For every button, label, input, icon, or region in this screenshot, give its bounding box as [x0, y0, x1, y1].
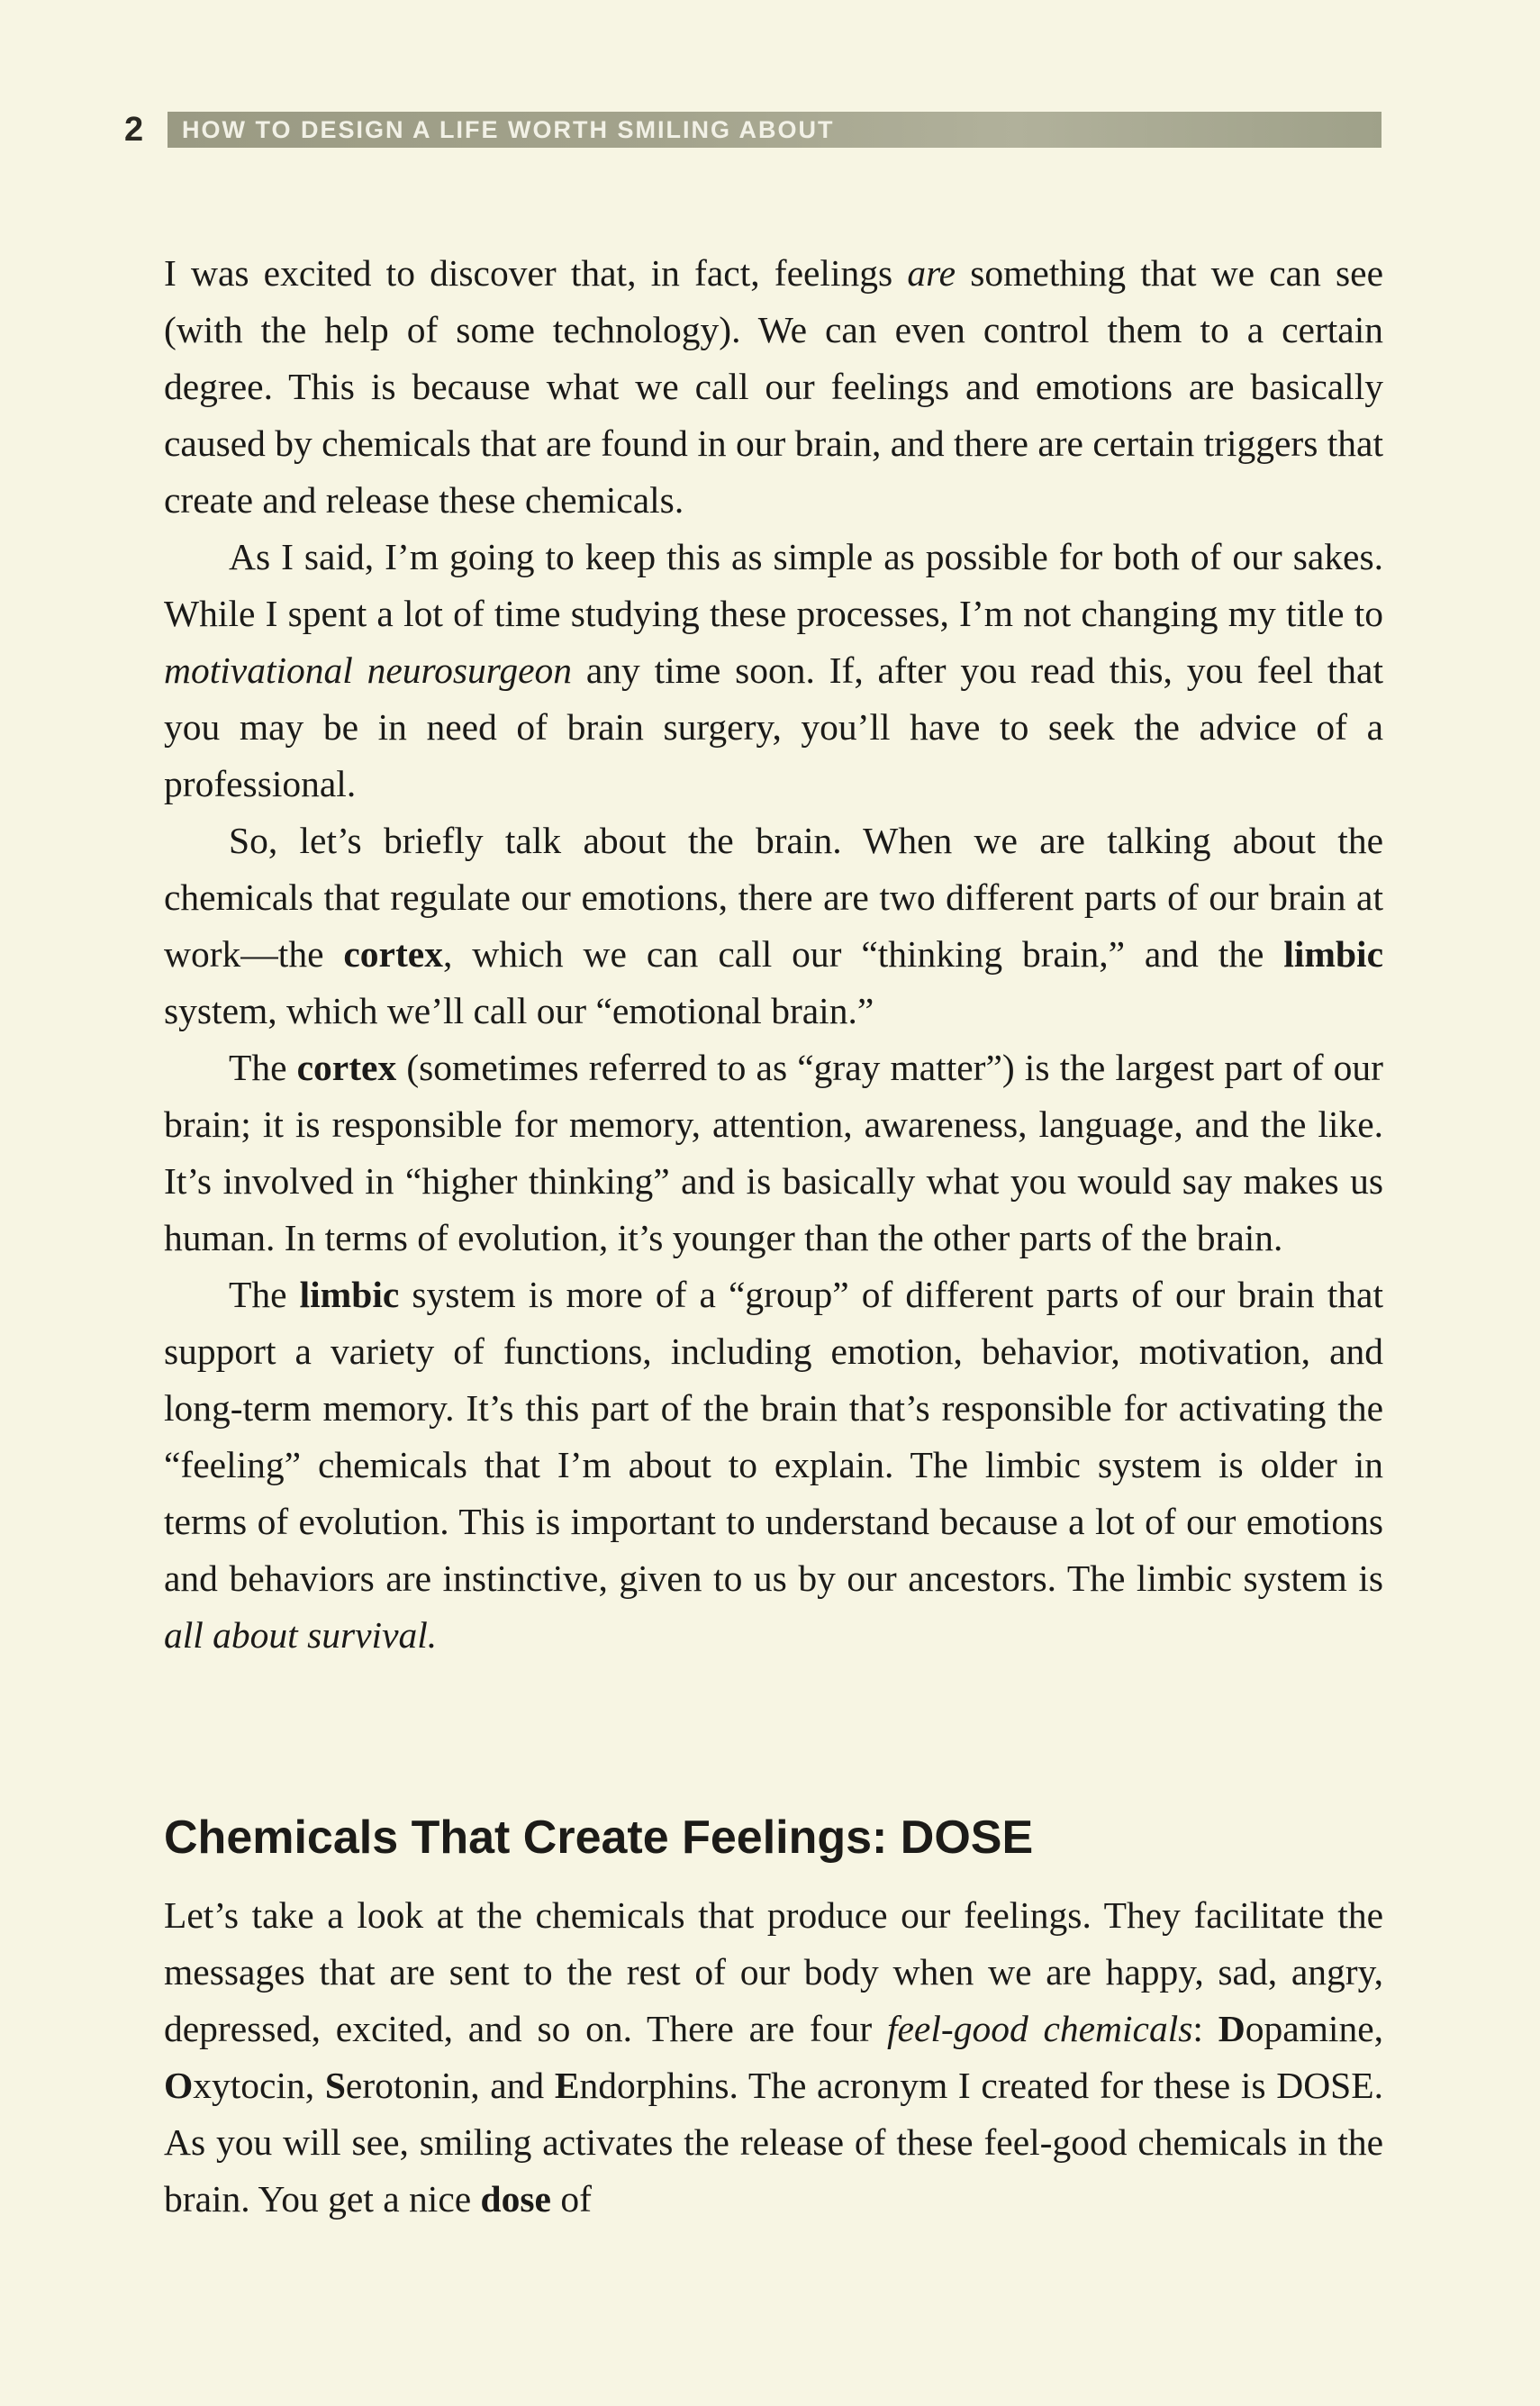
- paragraph-5: [164, 1267, 1383, 1664]
- p2-text-a: As I said, I’m going to keep this as simple as possible for both of our sakes. While I spent a lot of time studying these processes, I’m not changing my title to: [164, 536, 1383, 634]
- p6-bold-o: O: [164, 2065, 194, 2106]
- page-number: 2: [124, 111, 144, 149]
- p6-text-g: xytocin,: [193, 2065, 325, 2106]
- p6-bold-dose: dose: [480, 2178, 551, 2220]
- running-head-bar: [168, 112, 1381, 148]
- p6-text-i: erotonin, and: [345, 2065, 555, 2106]
- p4-text-c: (sometimes referred to as “gray matter”) is the largest part of our brain; it is responsible for memory, attention, awareness, language, and the like. It’s involved in “higher thinking” and is basically what you would say makes us human. In terms of evolution, it’s younger than the other parts of the brain.: [164, 1047, 1383, 1258]
- p6-text-a: Let’s take a look at the chemicals that produce our feelings. They facilitate the messages that are sent to the rest of our body when we are happy, sad, angry, depressed, excited, and so on. There are four: [164, 1894, 1383, 2049]
- p4-text-a: The: [229, 1047, 297, 1088]
- p2-italic-title: motivational neurosurgeon: [164, 649, 573, 691]
- paragraph-4: [164, 1040, 1383, 1267]
- p6-text-k: ndorphins. The acronym I created for these is DOSE. As you will see, smiling activates the release of these feel-good chemicals in the brain. You get a nice: [164, 2065, 1383, 2220]
- p6-text-m: of: [550, 2178, 592, 2220]
- p5-text-a: The: [229, 1274, 300, 1315]
- p6-bold-s: S: [324, 2065, 346, 2106]
- p4-bold-cortex: cortex: [296, 1047, 397, 1088]
- paragraph-1: [164, 245, 1383, 529]
- paragraph-3: [164, 813, 1383, 1040]
- running-head-title: HOW TO DESIGN A LIFE WORTH SMILING ABOUT: [182, 116, 835, 143]
- paragraph-6: [164, 1887, 1383, 2228]
- p3-bold-cortex: cortex: [343, 933, 443, 975]
- p6-bold-e: E: [554, 2065, 580, 2106]
- p2-text-c: any time soon. If, after you read this, you feel that you may be in need of brain surgery, you’ll have to seek the advice of a professional.: [164, 649, 1383, 804]
- p1-text-a: I was excited to discover that, in fact, feelings: [164, 252, 908, 294]
- p6-text-c: :: [1192, 2008, 1218, 2049]
- section-heading: Chemicals That Create Feelings: DOSE: [164, 1811, 1034, 1864]
- p5-text-c: system is more of a “group” of different parts of our brain that support a variety of functions, including emotion, behavior, motivation, and long-term memory. It’s this part of the brain that’s responsible for activating the “feeling” chemicals that I’m about to explain. The limbic system is older in terms of evolution. This is important to understand because a lot of our emotions and behaviors are instinctive, given to us by our ancestors. The limbic system is: [164, 1274, 1383, 1599]
- p3-text-a: So, let’s briefly talk about the brain. When we are talking about the chemicals that regulate our emotions, there are two different parts of our brain at work—the: [164, 820, 1383, 975]
- p1-italic-are: are: [907, 252, 956, 294]
- running-head: [124, 110, 1381, 150]
- p5-italic-survival: all about survival.: [164, 1614, 438, 1656]
- body-text-section: [164, 1887, 1383, 2228]
- p3-text-c: , which we can call our “thinking brain,” and the: [442, 933, 1284, 975]
- p6-bold-d: D: [1218, 2008, 1246, 2049]
- p1-text-c: something that we can see (with the help of some technology). We can even control them to a certain degree. This is because what we call our feelings and emotions are basically caused by chemicals that are found in our brain, and there are certain triggers that create and release these chemicals.: [164, 252, 1383, 521]
- p5-bold-limbic: limbic: [299, 1274, 400, 1315]
- p6-italic-feel-good: feel-good chemicals: [886, 2008, 1193, 2049]
- paragraph-2: [164, 529, 1383, 813]
- body-text: [164, 245, 1383, 1664]
- p3-bold-limbic: limbic: [1283, 933, 1383, 975]
- p3-text-e: system, which we’ll call our “emotional brain.”: [164, 990, 874, 1031]
- p6-text-e: opamine,: [1245, 2008, 1384, 2049]
